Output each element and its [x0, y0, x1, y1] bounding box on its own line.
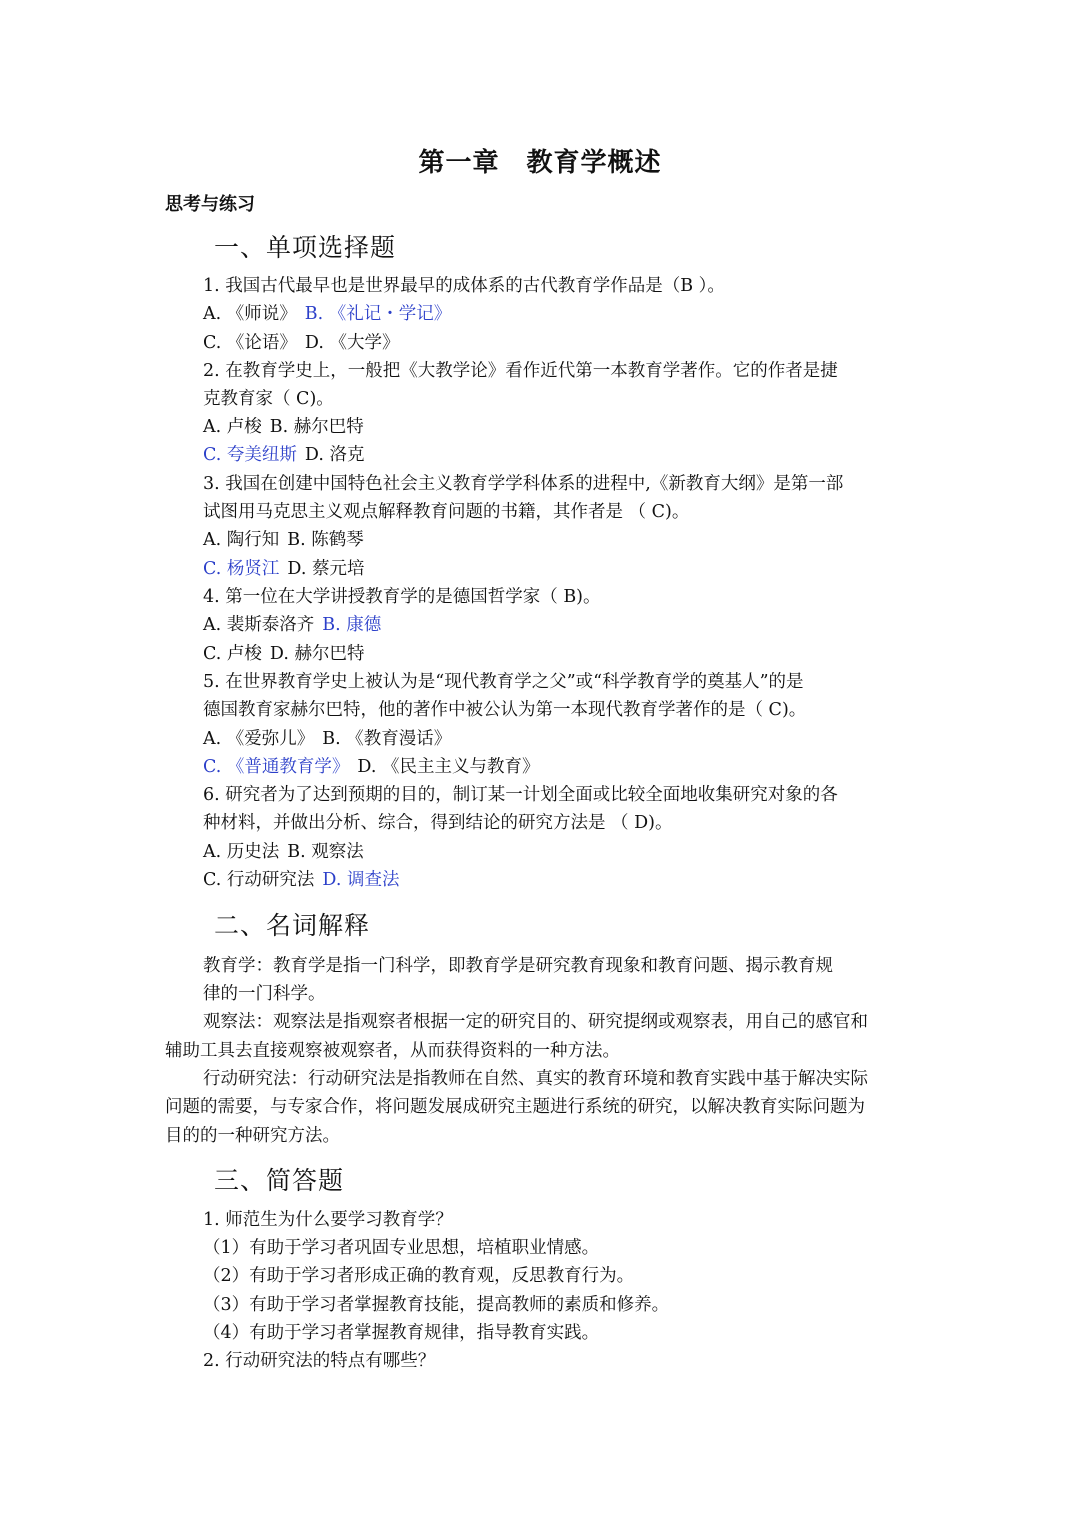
question-5-stem-line1: 5. 在世界教育学史上被认为是“现代教育学之父”或“科学教育学的奠基人”的是 — [203, 672, 804, 692]
option-c-answer: C. 杨贤江 — [203, 559, 280, 579]
option-a: A. 《师说》 — [203, 304, 297, 324]
term-action-research-line1: 行动研究法：行动研究法是指教师在自然、真实的教育环境和教育实践中基于解决实际 — [203, 1069, 868, 1089]
term-action-research-line2: 问题的需要，与专家合作，将问题发展成研究主题进行系统的研究，以解决教育实际问题为 — [165, 1097, 865, 1117]
question-3-stem-line2: 试图用马克思主义观点解释教育问题的书籍，其作者是 （ C)。 — [203, 502, 690, 522]
question-4-stem: 4. 第一位在大学讲授教育学的是德国哲学家（ B)。 — [203, 587, 601, 607]
question-6-stem-line1: 6. 研究者为了达到预期的目的，制订某一计划全面或比较全面地收集研究对象的各 — [203, 785, 838, 805]
section-heading-short-answer: 三、简答题 — [214, 1166, 345, 1195]
question-6-options-cd — [203, 868, 399, 892]
option-c: C. 《论语》 — [203, 333, 297, 353]
option-d: D. 洛克 — [304, 445, 365, 465]
option-b: B. 观察法 — [287, 842, 364, 862]
term-education-line2: 律的一门科学。 — [203, 984, 326, 1004]
question-3-options-ab — [203, 528, 364, 552]
option-d: D. 赫尔巴特 — [269, 644, 365, 664]
term-observation-line2: 辅助工具去直接观察被观察者，从而获得资料的一种方法。 — [165, 1041, 620, 1061]
option-b-answer: B. 康德 — [322, 615, 382, 635]
question-2-stem-line2: 克教育家（ C)。 — [203, 389, 334, 409]
subtitle: 思考与练习 — [165, 194, 255, 215]
answer-point-2: （2）有助于学习者形成正确的教育观，反思教育行为。 — [203, 1266, 635, 1286]
chapter-title: 第一章 教育学概述 — [418, 148, 662, 178]
question-2-options-cd — [203, 443, 364, 467]
option-d: D. 蔡元培 — [287, 559, 365, 579]
option-b: B. 《教育漫话》 — [322, 729, 452, 749]
question-2-options-ab — [203, 415, 364, 439]
option-a: A. 《爱弥儿》 — [203, 729, 315, 749]
term-action-research-line3: 目的的一种研究方法。 — [165, 1126, 340, 1146]
question-3-stem-line1: 3. 我国在创建中国特色社会主义教育学学科体系的进程中,《新教育大纲》是第一部 — [203, 474, 844, 494]
question-1-options-ab — [203, 302, 451, 326]
question-5-options-cd — [203, 755, 539, 779]
question-3-options-cd — [203, 557, 364, 581]
option-c: C. 行动研究法 — [203, 870, 315, 890]
question-6-options-ab — [203, 840, 364, 864]
option-c: C. 卢梭 — [203, 644, 262, 664]
option-a: A. 裴斯泰洛齐 — [203, 615, 315, 635]
option-d: D. 《民主主义与教育》 — [357, 757, 540, 777]
short-question-1: 1. 师范生为什么要学习教育学？ — [203, 1210, 453, 1230]
question-5-stem-line2: 德国教育家赫尔巴特，他的著作中被公认为第一本现代教育学著作的是（ C)。 — [203, 700, 807, 720]
option-b: B. 赫尔巴特 — [269, 417, 364, 437]
question-2-stem-line1: 2. 在教育学史上，一般把《大教学论》看作近代第一本教育学著作。它的作者是捷 — [203, 361, 838, 381]
option-d-answer: D. 调查法 — [322, 870, 400, 890]
question-4-options-ab — [203, 613, 381, 637]
answer-point-3: （3）有助于学习者掌握教育技能，提高教师的素质和修养。 — [203, 1295, 670, 1315]
option-b-answer: B. 《礼记・学记》 — [304, 304, 452, 324]
option-b: B. 陈鹤琴 — [287, 530, 364, 550]
question-1-options-cd — [203, 331, 399, 355]
question-6-stem-line2: 种材料，并做出分析、综合，得到结论的研究方法是 （ D)。 — [203, 813, 673, 833]
option-a: A. 历史法 — [203, 842, 280, 862]
question-4-options-cd — [203, 642, 364, 666]
question-5-options-ab — [203, 727, 451, 751]
term-education-line1: 教育学：教育学是指一门科学，即教育学是研究教育现象和教育问题、揭示教育规 — [203, 956, 833, 976]
option-c-answer: C. 夸美纽斯 — [203, 445, 297, 465]
answer-point-4: （4）有助于学习者掌握教育规律，指导教育实践。 — [203, 1323, 600, 1343]
section-heading-choice: 一、单项选择题 — [214, 233, 397, 262]
section-heading-terms: 二、名词解释 — [214, 911, 371, 940]
option-c-answer: C. 《普通教育学》 — [203, 757, 350, 777]
option-a: A. 陶行知 — [203, 530, 280, 550]
answer-point-1: （1）有助于学习者巩固专业思想，培植职业情感。 — [203, 1238, 600, 1258]
option-a: A. 卢梭 — [203, 417, 262, 437]
option-d: D. 《大学》 — [304, 333, 400, 353]
short-question-2: 2. 行动研究法的特点有哪些？ — [203, 1351, 436, 1371]
question-1-stem: 1. 我国古代最早也是世界最早的成体系的古代教育学作品是（B ）。 — [203, 276, 725, 296]
term-observation-line1: 观察法：观察法是指观察者根据一定的研究目的、研究提纲或观察表，用自己的感官和 — [203, 1012, 868, 1032]
